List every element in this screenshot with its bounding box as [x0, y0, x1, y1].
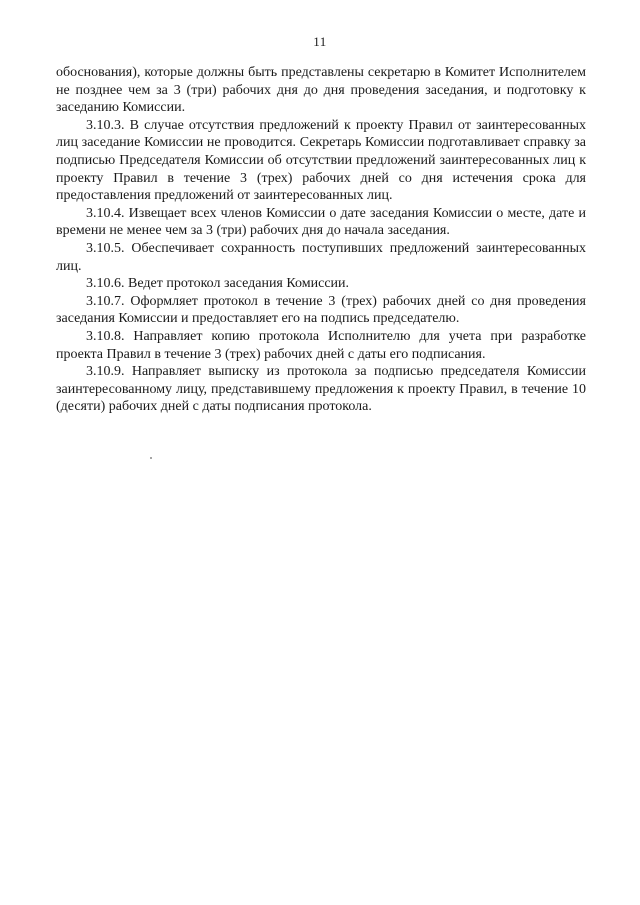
- page-number: 11: [313, 34, 327, 49]
- paragraph-3-10-5: 3.10.5. Обеспечивает сохранность поступивших предложений заинтересованных лиц.: [56, 240, 586, 274]
- scan-speck: [150, 457, 152, 459]
- paragraph-3-10-8: 3.10.8. Направляет копию протокола Исполнителю для учета при разработке проекта Правил в течение 3 (трех) рабочих дней с даты его подписания.: [56, 328, 586, 362]
- paragraph-3-10-4: 3.10.4. Извещает всех членов Комиссии о дате заседания Комиссии о месте, дате и времени не менее чем за 3 (три) рабочих дня до начала заседания.: [56, 205, 586, 239]
- paragraph-3-10-6: 3.10.6. Ведет протокол заседания Комиссии.: [86, 276, 350, 292]
- paragraph-3-10-3: 3.10.3. В случае отсутствия предложений к проекту Правил от заинтересованных лиц заседание Комиссии не проводится. Секретарь Комиссии подготавливает справку за подписью Председателя Комиссии об отсутствии предложений заинтересованных лиц к проекту Правил в течение 3 (трех) рабочих дней со дня истечения срока для предоставления предложений от заинтересованных лиц.: [56, 117, 586, 204]
- paragraph-3-10-7: 3.10.7. Оформляет протокол в течение 3 (трех) рабочих дней со дня проведения заседания Комиссии и предоставляет его на подпись председателю.: [56, 293, 586, 327]
- paragraph-continuation: обоснования), которые должны быть представлены секретарю в Комитет Исполнителем не позднее чем за 3 (три) рабочих дня до дня проведения заседания, и подготовку к заседанию Комиссии.: [56, 65, 586, 116]
- document-body: [56, 64, 586, 416]
- paragraph-3-10-9: 3.10.9. Направляет выписку из протокола за подписью председателя Комиссии заинтересованному лицу, представившему предложения к проекту Правил, в течение 10 (десяти) рабочих дней с даты подписания протокола.: [56, 364, 586, 415]
